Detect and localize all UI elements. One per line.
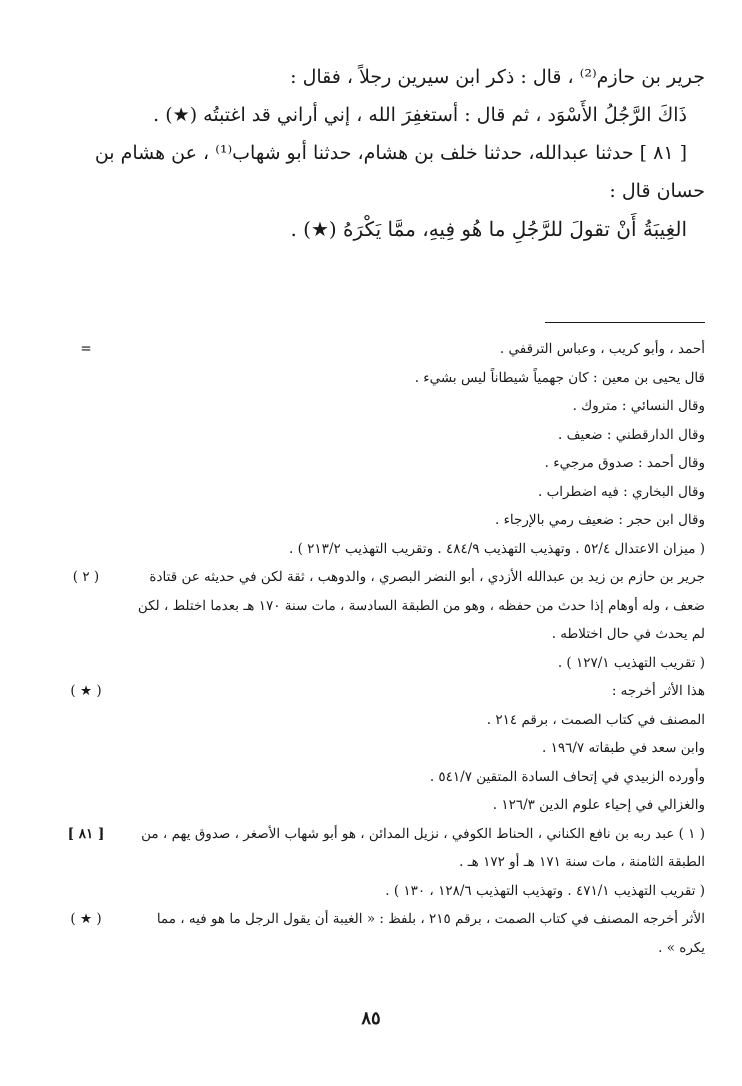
main-line-1: جرير بن حازم⁽²⁾ ، قال : ذكر ابن سيرين رجلاً ، فقال : <box>290 66 705 88</box>
footnote-marker: ( ★ ) <box>70 683 102 699</box>
footnote-marker: = <box>80 341 92 357</box>
footnote-line: الأثر أخرجه المصنف في كتاب الصمت ، برقم ٢١٥ ، بلفظ : « الغيبة أن يقول الرجل ما هو فيه ، مما <box>156 911 705 927</box>
footnote-line: وابن سعد في طبقاته ١٩٦/٧ . <box>542 740 705 756</box>
main-line-3: [ ٨١ ] حدثنا عبدالله، حدثنا خلف بن هشام، حدثنا أبو شهاب⁽¹⁾ ، عن هشام بن <box>94 142 687 164</box>
footnote-line: ( ١ ) عبد ربه بن نافع الكناني ، الحناط الكوفي ، نزيل المدائن ، هو أبو شهاب الأصغر ، صدوق يهم ، من <box>141 825 705 842</box>
main-line-5: الغِيبَةُ أَنْ تقولَ للرَّجُلِ ما هُو فِيهِ، ممَّا يَكْرَهُ (★) . <box>290 217 687 241</box>
footnote-line: ( تقريب التهذيب ١٢٧/١ ) . <box>557 654 705 671</box>
footnote-line: ضعف ، وله أوهام إذا حدث من حفظه ، وهو من الطبقة السادسة ، مات سنة ١٧٠ هـ بعدما اختلط ، لكن <box>137 597 705 614</box>
footnote <box>55 677 705 820</box>
footnote <box>55 563 705 677</box>
footnote <box>55 905 705 962</box>
footnote-line: وقال ابن حجر : ضعيف رمي بالإرجاء . <box>495 512 705 528</box>
footnote-divider-wrap <box>55 322 705 323</box>
page-content <box>55 58 705 962</box>
footnote-marker: ( ★ ) <box>70 911 102 927</box>
footnotes <box>55 335 705 962</box>
footnote-line: ( تقريب التهذيب ٤٧١/١ . وتهذيب التهذيب ١٢٨/٦ ، ١٣٠ ) . <box>385 882 705 899</box>
footnote-line: المصنف في كتاب الصمت ، برقم ٢١٤ . <box>486 711 705 728</box>
footnote-line: وقال الدارقطني : ضعيف . <box>558 426 705 443</box>
footnote-line: ( ميزان الاعتدال ٥٢/٤ . وتهذيب التهذيب ٤٨٤/٩ . وتقريب التهذيب ٢١٣/٢ ) . <box>289 540 705 557</box>
footnote-line: وقال النسائي : متروك . <box>572 398 705 414</box>
footnote-line: الطبقة الثامنة ، مات سنة ١٧١ هـ أو ١٧٢ هـ . <box>459 854 705 870</box>
footnote-line: قال يحيى بن معين : كان جهمياً شيطاناً ليس بشيء . <box>414 369 705 386</box>
footnote-body <box>117 335 705 563</box>
main-line-2: ذَاكَ الرَّجُلُ الأَسْوَد ، ثم قال : أستغفِرَ الله ، إني أراني قد اغتبتُه (★) . <box>153 104 687 126</box>
footnote-body <box>117 563 705 677</box>
footnote-body <box>117 677 705 820</box>
footnote <box>55 335 705 563</box>
footnote-body <box>117 820 705 906</box>
footnote-line: وقال أحمد : صدوق مرجيء . <box>544 455 705 471</box>
main-line-4: حسان قال : <box>609 180 705 202</box>
footnote <box>55 820 705 906</box>
footnote-line: والغزالي في إحياء علوم الدين ١٢٦/٣ . <box>492 797 705 813</box>
footnote-line: وقال البخاري : فيه اضطراب . <box>537 483 705 500</box>
footnote-marker: ( ٢ ) <box>72 569 100 585</box>
footnote-line: يكره » . <box>658 939 705 956</box>
footnote-line: لم يحدث في حال اختلاطه . <box>551 626 705 642</box>
footnote-line: هذا الأثر أخرجه : <box>611 683 705 699</box>
footnote-divider <box>545 322 705 323</box>
footnote-body <box>117 905 705 962</box>
footnote-line: أحمد ، وأبو كريب ، وعباس الترقفي . <box>499 341 705 357</box>
main-text <box>55 58 705 248</box>
footnote-line: وأورده الزبيدي في إتحاف السادة المتقين ٥٤١/٧ . <box>429 768 705 785</box>
footnote-line: جرير بن حازم بن زيد بن عبدالله الأزدي ، أبو النضر البصري ، والدوهب ، ثقة لكن في حديثه عن قتادة <box>149 569 705 585</box>
page-number: ٨٥ <box>361 1008 381 1029</box>
footnote-marker: [ ٨١ ] <box>67 825 105 842</box>
